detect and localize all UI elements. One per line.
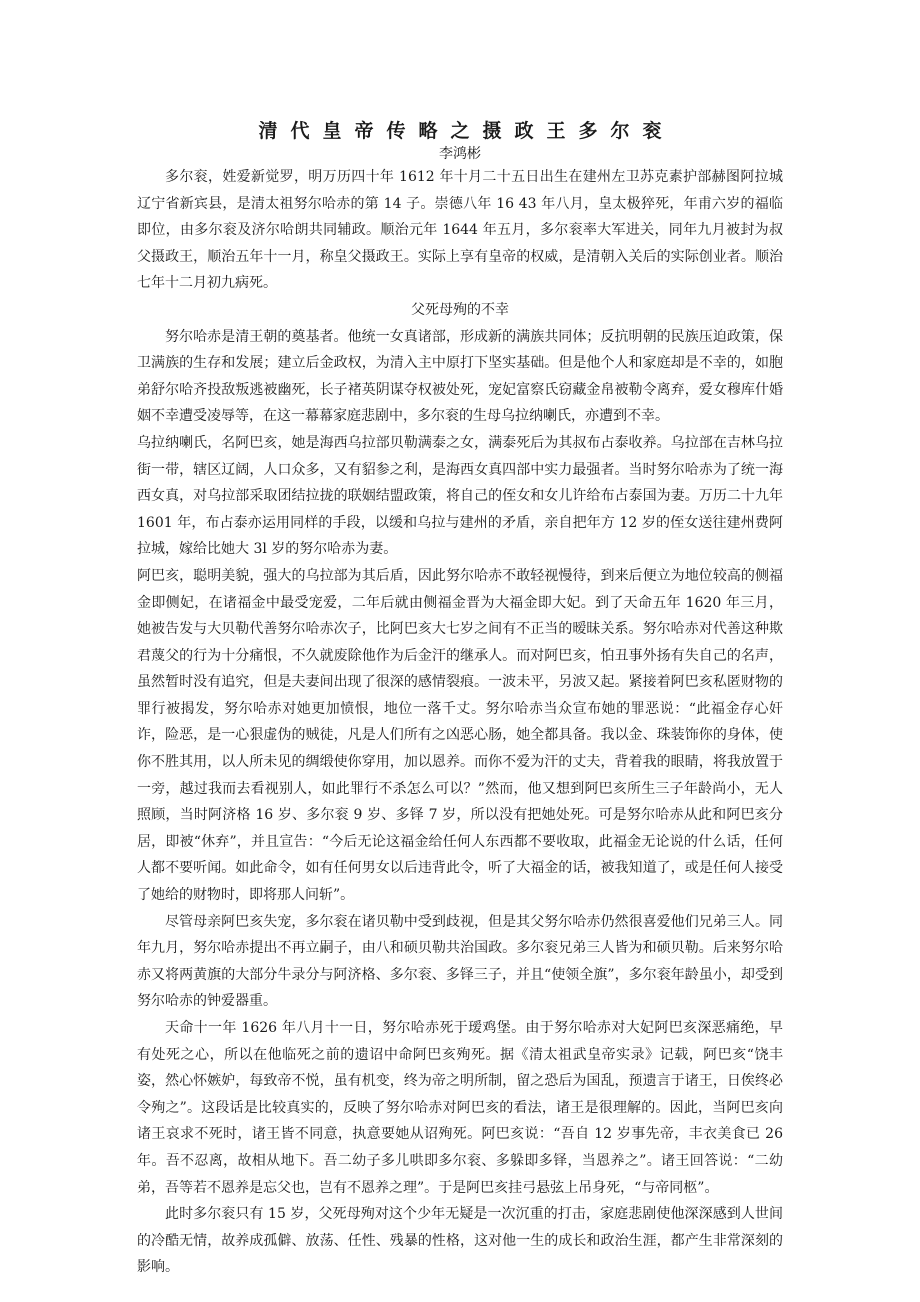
author-name: 李鸿彬 <box>439 146 481 162</box>
body-paragraph: 阿巴亥，聪明美貌，强大的乌拉部为其后盾，因此努尔哈赤不敢轻视慢待，到来后便立为地位较高的侧福金即侧妃，在诸福金中最受宠爱，二年后就由侧福金晋为大福金即大妃。到了天命五年 1620 年三月，她被告发与大贝勒代善努尔哈赤次子，比阿巴亥大七岁之间有不正当的暧昧关系。努尔哈赤对代善这种欺君蔑父的行为十分痛恨，不久就废除他作为后金汗的继承人。而对阿巴亥，怕丑事外扬有失自己的名声，虽然暂时没有追究，但是夫妻间出现了很深的感情裂痕。一波未平，另波又起。紧接着阿巴亥私匿财物的罪行被揭发，努尔哈赤对她更加愤恨，地位一落千丈。努尔哈赤当众宣布她的罪恶说：“此福金存心奸诈，险恶，是一心狠虚伪的贼徒，凡是人们所有之凶恶心肠，她全都具备。我以金、珠装饰你的身体，使你不胜其用，以人所未见的绸缎使你穿用，加以恩养。而你不爱为汗的丈夫，背着我的眼睛，将我放置于一旁，越过我而去看视别人，如此罪行不杀怎么可以？”然而，他又想到阿巴亥所生三子年龄尚小，无人照顾，当时阿济格 16 岁、多尔衮 9 岁、多铎 7 岁，所以没有把她处死。可是努尔哈赤从此和阿巴亥分居，即被“休弃”，并且宣告：“今后无论这福金给任何人东西都不要收取，此福金无论说的什么话，任何人都不要听闻。如此命令，如有任何男女以后违背此令，听了大福金的话，被我知道了，或是任何人接受了她给的财物时，即将那人问斩”。 <box>137 567 783 904</box>
body-paragraph: 此时多尔衮只有 15 岁，父死母殉对这个少年无疑是一次沉重的打击，家庭悲剧使他深深感到人世间的冷酷无情，故养成孤僻、放荡、任性、残暴的性格，这对他一生的成长和政治生涯，都产生非常深刻的影响。 <box>137 1206 783 1276</box>
body-paragraph: 努尔哈赤是清王朝的奠基者。他统一女真诸部，形成新的满族共同体；反抗明朝的民族压迫政策，保卫满族的生存和发展；建立后金政权，为清入主中原打下坚实基础。但是他个人和家庭却是不幸的，如胞弟舒尔哈齐投敌叛逃被幽死，长子褚英阴谋夺权被处死，宠妃富察氏窃藏金帛被勒令离弃，爱女穆库什婚姻不幸遭受凌辱等，在这一幕幕家庭悲剧中，多尔衮的生母乌拉纳喇氏，亦遭到不幸。 <box>137 328 783 425</box>
body-paragraph: 尽管母亲阿巴亥失宠，多尔衮在诸贝勒中受到歧视，但是其父努尔哈赤仍然很喜爱他们兄弟三人。同年九月，努尔哈赤提出不再立嗣子，由八和硕贝勒共治国政。多尔衮兄弟三人皆为和硕贝勒。后来努尔哈赤又将两黄旗的大部分牛录分与阿济格、多尔衮、多铎三子，并且“使领全旗”，多尔衮年龄虽小，却受到努尔哈赤的钟爱器重。 <box>137 913 783 1010</box>
section-title: 父死母殉的不幸 <box>411 301 509 318</box>
intro-paragraph: 多尔衮，姓爱新觉罗，明万历四十年 1612 年十月二十五日出生在建州左卫苏克素护部赫图阿拉城辽宁省新宾县，是清太祖努尔哈赤的第 14 子。崇德八年 16 43 年八月，皇太极猝死，年甫六岁的福临即位，由多尔衮及济尔哈朗共同辅政。顺治元年 1644 年五月，多尔衮率大军进关，同年九月被封为叔父摄政王，顺治五年十一月，称皇父摄政王。实际上享有皇帝的权威，是清朝入关后的实际创业者。顺治七年十二月初九病死。 <box>137 169 783 292</box>
document-page <box>137 118 783 1281</box>
body-paragraph: 乌拉纳喇氏，名阿巴亥，她是海西乌拉部贝勒满泰之女，满泰死后为其叔布占泰收养。乌拉部在吉林乌拉街一带，辖区辽阔，人口众多，又有貂参之利，是海西女真四部中实力最强者。当时努尔哈赤为了统一海西女真，对乌拉部采取团结拉拢的联姻结盟政策，将自己的侄女和女儿许给布占泰国为妻。万历二十九年 1601 年，布占泰亦运用同样的手段，以缓和乌拉与建州的矛盾，亲自把年方 12 岁的侄女送往建州费阿拉城，嫁给比她大 3l 岁的努尔哈赤为妻。 <box>137 434 783 558</box>
document-title: 清代皇帝传略之摄政王多尔衮 <box>258 120 675 142</box>
body-paragraph: 天命十一年 1626 年八月十一日，努尔哈赤死于瑷鸡堡。由于努尔哈赤对大妃阿巴亥深恶痛绝，早有处死之心，所以在他临死之前的遗诏中命阿巴亥殉死。据《清太祖武皇帝实录》记载，阿巴亥“饶丰姿，然心怀嫉妒，每致帝不悦，虽有机变，终为帝之明所制，留之恐后为国乱，预遗言于诸王，日俟终必令殉之”。这段话是比较真实的，反映了努尔哈赤对阿巴亥的看法，诸王是很理解的。因此，当阿巴亥向诸王哀求不死时，诸王皆不同意，执意要她从诏殉死。阿巴亥说：“吾自 12 岁事先帝，丰衣美食已 26 年。吾不忍离，故相从地下。吾二幼子多儿哄即多尔衮、多躲即多铎，当恩养之”。诸王回答说：“二幼弟，吾等若不恩养是忘父也，岂有不恩养之理”。于是阿巴亥挂弓悬弦上吊身死，“与帝同柩”。 <box>137 1020 783 1196</box>
